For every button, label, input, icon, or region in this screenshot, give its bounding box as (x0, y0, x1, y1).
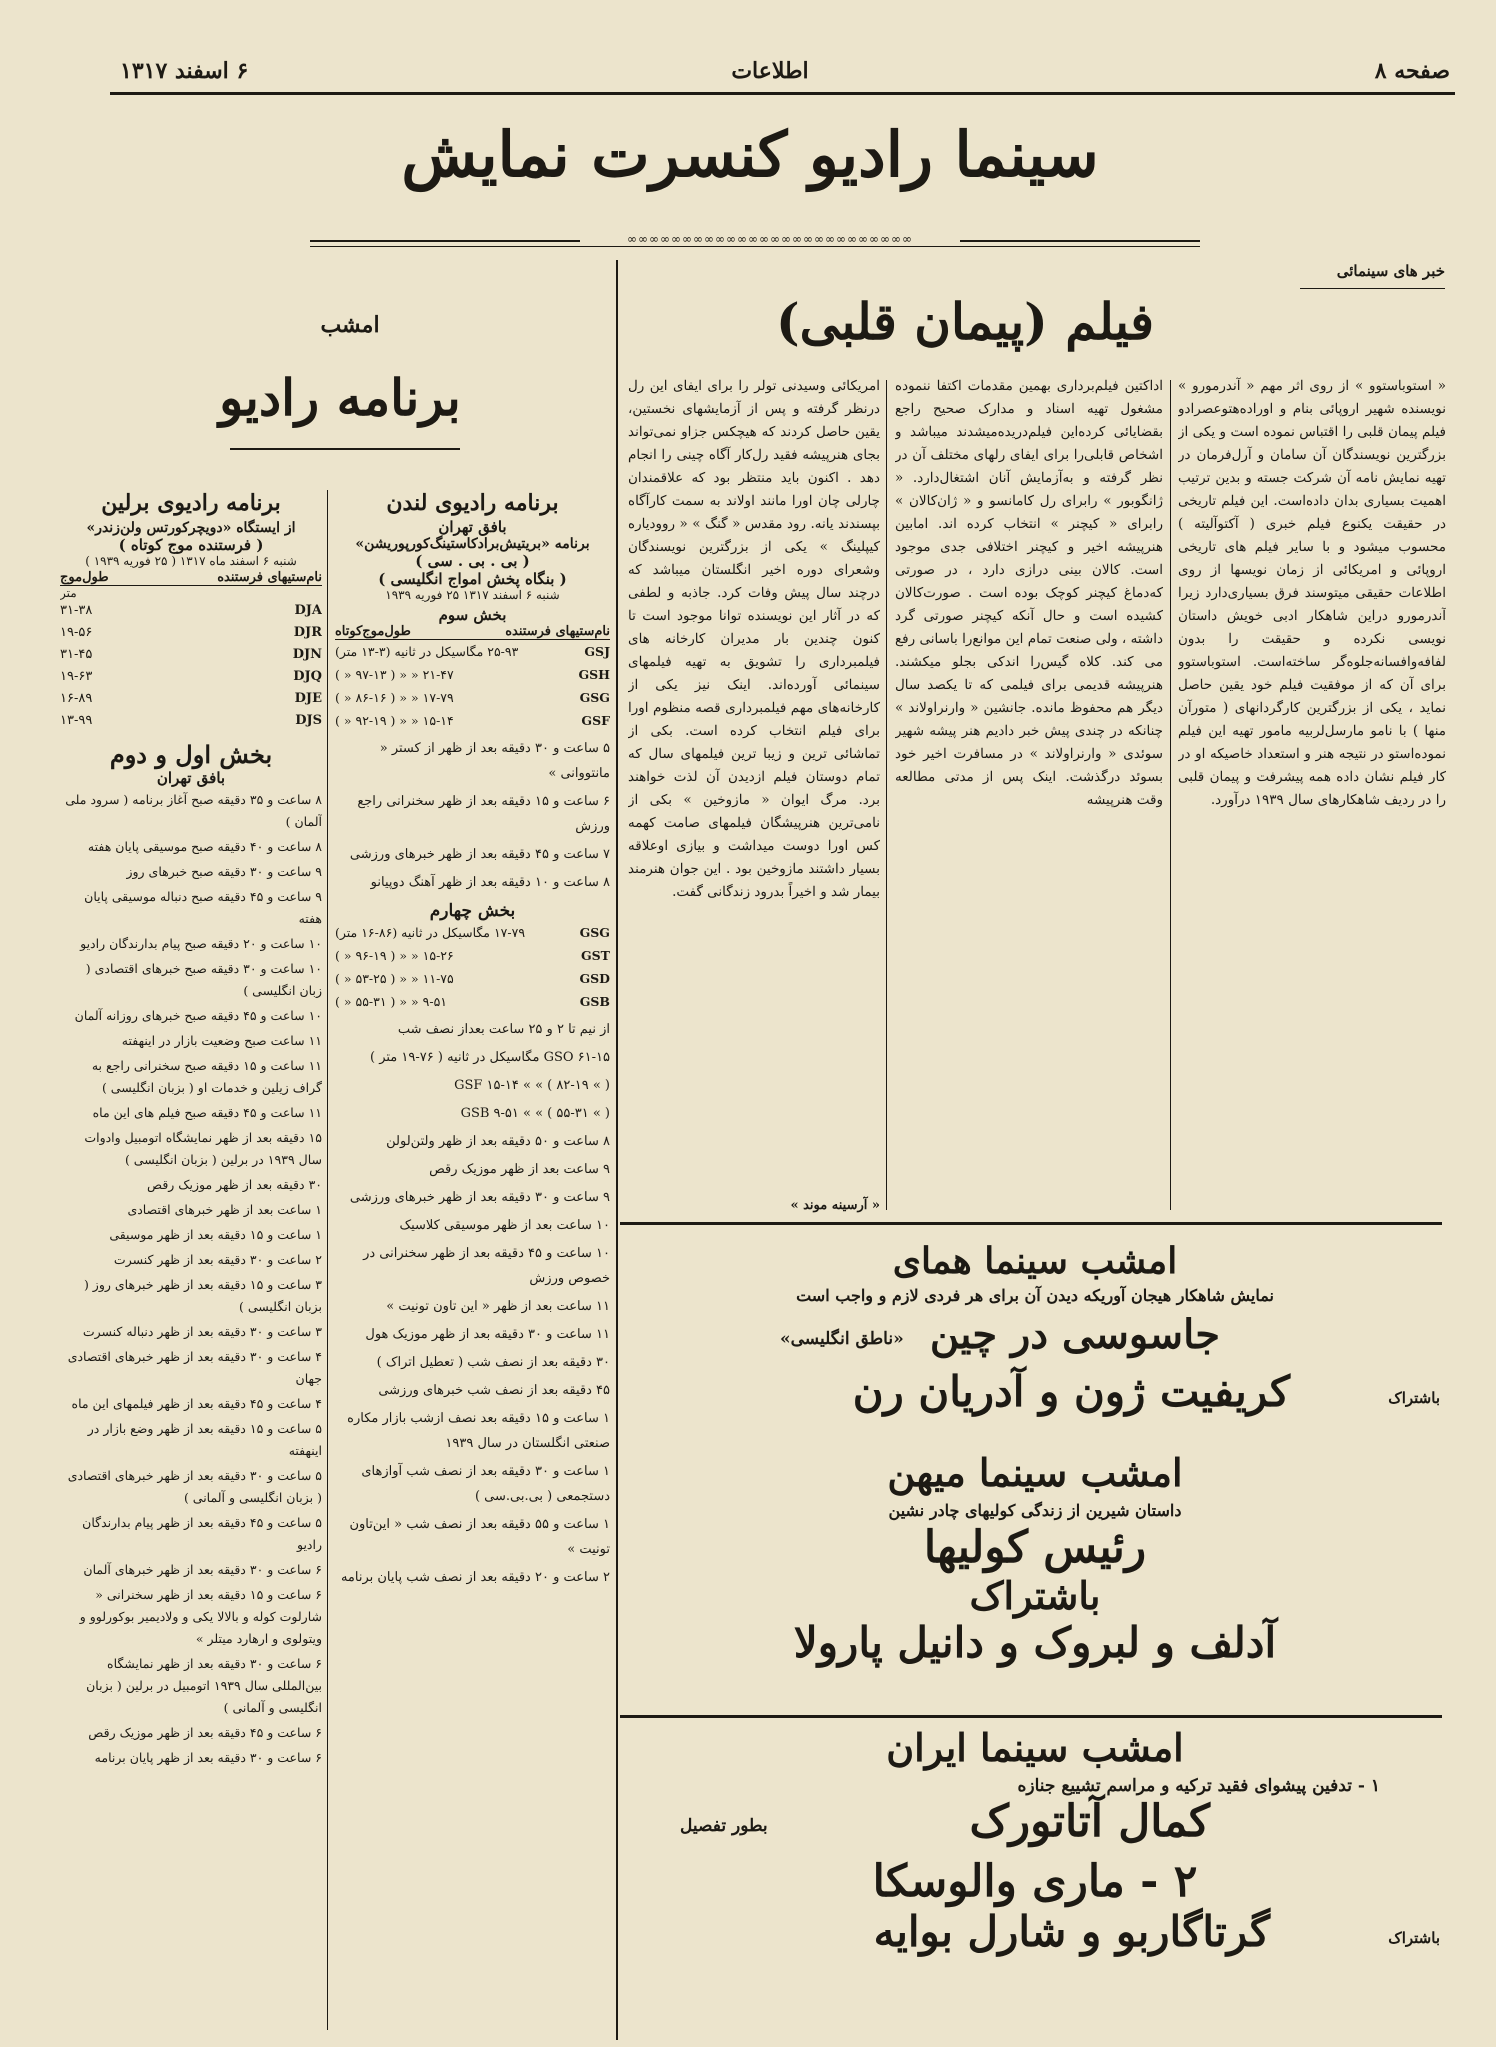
london-station-row (335, 686, 610, 709)
column-divider-main (616, 260, 618, 2040)
berlin-station-row-name: DJS (295, 713, 322, 728)
berlin-schedule-item: ۳۰ دقیقه بعد از ظهر موزیک رقص (147, 1177, 322, 1192)
london-time-zone: بافق تهران (438, 518, 507, 536)
film-news-column-3: امریکائی وسیدنی تولر را برای ایفای این رل درنظر گرفته و پس از آزمایشهای نخستین، یقین حاصل کردند که هیچکس جزاو نمی‌تواند بجای هنرپیشه فقید رل‌کار آگاه چینی را انجام دهد . اکنون باید منتظر بود که علاقمندان چارلی چان اورا مانند اولاند به سمت کارآگاه بپسندند یانه. رود مقدس « گنگ » « روودیاره کیپلینگ » یکی از بزرگترین نویسندگان وشعرای دوره اخیر انگلستان میباشد که درچند سال پیش وفات کرد. جاذبه و لطفی که در آثار این نویسنده توانا موجود است تا کنون چندین بار مدیران کارخانه های فیلمبرداری را تشویق به تهیه فیلمهای سینمائی آورده‌اند. اینک نیز یکی از کارخانه‌های مهم فیلمبرداری قصه منظوم اورا برای فیلم انتخاب کرده است. بکی از تماشائی ترین و زیبا ترین فیلمهای سال که تمام دوستان فیلم ازدیدن آن لذت خواهند برد. مرگ ایوان « مازوخین » بکی از نامی‌ترین هنرپیشگان فیلمهای صامت کهمه کس اورا دوست میداشت و بیازی اوعلاقه بسیار داشتند مازوخین بود . این جوان هنرمند بیمار شد و اخیراً بدرود زندگانی گفت. (628, 378, 880, 900)
berlin-schedule-item: ۶ ساعت و ۳۰ دقیقه بعد از ظهر نمایشگاه بین‌المللی سال ۱۹۳۹ اتومبیل در برلین ( بزبان انگلیسی و آلمانی ) (86, 1656, 322, 1715)
london-header-name: نام‌ستیهای فرستنده (505, 624, 610, 639)
berlin-station-row-name: DJE (294, 691, 322, 706)
berlin-unit: متر (60, 586, 77, 600)
berlin-schedule-item: ۶ ساعت و ۳۰ دقیقه بعد از ظهر خبرهای آلمان (83, 1562, 322, 1577)
radio-tonight: امشب (320, 312, 380, 338)
berlin-station-row (60, 710, 322, 732)
berlin-station-line: از ایستگاه «دویچرکورتس ولن‌زندر» (86, 520, 296, 536)
film-news-column-1: « استوباستوو » از روی اثر مهم « آندرمورو » نویسنده شهیر اروپائی بنام و اوراده‌هتو‌عصرادو فیلم پیمان قلبی را اقتباس نموده است و یکی از بزرگترین نویسندگان آن سامان و آرل‌فرمان در تهیه نمایش نامه آن شرکت جسته و بدین ترتیب اهمیت بسیاری بدان داده‌است. این فیلم تاریخی در حقیقت یکنوع فیلم خبری ( آکتوآلیته ) محسوب میشود و با سایر فیلم های تاریخی اروپائی و امریکائی از زمان نویسها از روی اطلاعات حقیقی میتوسند فرق بسیاری‌دارد زیرا آندرمورو دراین شاهکار ادبی خویش داستان نویسی نکرده و حقیقت را بدون لفافه‌وافسانه‌جلوه‌گر ساخته‌است. استوباستوو برای آن که از موفقیت فیلم خود یقین حاصل نماید ، یکی از بزرگترین کارگردانهای ( متورآن منها ) با نامو مارسل‌لربیه مامور تهیه این فیلم نموده‌استو در نتیجه هنر و استعداد خاصیکه او در کار فیلم نشان داده همه پیشرفت و پیمان قلبی را در ردیف شاهکارهای سال ۱۹۳۹ درآورد. (1178, 378, 1446, 808)
london-station-row-freq: ۱۷-۷۹ مگاسیکل در ثانیه (۸۶-۱۶ متر) (335, 925, 526, 940)
berlin-date: شنبه ۶ اسفند ماه ۱۳۱۷ ( ۲۵ فوریه ۱۹۳۹ ) (85, 554, 297, 568)
london-schedule-item: ۱۰ ساعت بعد از ظهر موسیقی کلاسیک (399, 1218, 610, 1233)
cinema-humay-lang: «ناطق انگلیسی» (780, 1329, 904, 1349)
radio-title-rule (230, 448, 460, 450)
berlin-schedule-item: ۸ ساعت و ۳۵ دقیقه صبح آغاز برنامه ( سرود ملی آلمان ) (65, 792, 322, 829)
cinema-iran-heading: امشب سینما ایران (886, 1725, 1184, 1770)
london-station-row-name: GSH (578, 667, 610, 682)
berlin-station-row (60, 622, 322, 644)
berlin-time-zone: بافق تهران (156, 769, 226, 787)
berlin-schedule-item: ۸ ساعت و ۴۰ دقیقه صبح موسیقی پایان هفته (87, 839, 322, 854)
berlin-header-len: طول‌موج (60, 570, 109, 585)
berlin-schedule-item: ۵ ساعت و ۱۵ دقیقه بعد از ظهر وضع بازار در اینهفته (87, 1421, 322, 1458)
london-column (335, 490, 610, 2035)
berlin-title: برنامه رادیوی برلین (101, 490, 281, 516)
cinema-humay-heading: امشب سینما همای (892, 1240, 1178, 1282)
london-bbc: ( بی . بی . سی ) (415, 552, 530, 570)
berlin-schedule-item: ۱۱ ساعت صبح وضعیت بازار در اینهفته (121, 1033, 322, 1048)
berlin-station-row (60, 688, 322, 710)
london-station-row-freq: ۲۱-۴۷ « « ( ۹۷-۱۳ « ) (335, 667, 454, 682)
london-station-row-freq: ۹-۵۱ « « ( ۵۵-۳۱ « ) (335, 994, 448, 1009)
cinema-iran-ad (630, 1725, 1440, 2025)
london-station-row-name: GSG (579, 690, 610, 705)
cinema-humay-ad (630, 1240, 1440, 1450)
cinema-mihan-tagline: داستان شیرین از زندگی کولیهای چادر نشین (888, 1501, 1182, 1520)
cinema-mihan-ad (630, 1450, 1440, 1710)
london-station-row-name: GSD (579, 971, 610, 986)
london-schedule-item: از نیم تا ۲ و ۲۵ ساعت بعداز نصف شب (397, 1022, 610, 1037)
london-part3-title: بخش سوم (438, 606, 507, 624)
berlin-schedule-item: ۱۱ ساعت و ۱۵ دقیقه صبح سخنرانی راجع به گراف زیلین و خدمات او ( بزبان انگلیسی ) (91, 1058, 322, 1095)
title-ornament: ∞∞∞∞∞∞∞∞∞∞∞∞∞∞∞∞∞∞∞∞∞∞∞∞∞∞ (580, 232, 960, 246)
berlin-station-row-name: DJN (292, 647, 322, 662)
cinema-iran-item2: ۲ - ماری والوسکا (872, 1856, 1198, 1907)
london-program: برنامه «بریتیش‌برادکاستینگ‌کورپوریشن» (355, 536, 590, 552)
london-schedule-part3 (335, 736, 610, 895)
berlin-schedule-item: ۱۰ ساعت و ۲۰ دقیقه صبح پیام بدارندگان رادیو (80, 936, 322, 951)
berlin-schedule-item: ۵ ساعت و ۴۵ دقیقه بعد از ظهر پیام بدارندگان رادیو (82, 1515, 322, 1552)
london-schedule-item: ۸ ساعت و ۵۰ دقیقه بعد از ظهر ولتن‌لولن (386, 1134, 610, 1149)
london-station-row-freq: ۱۵-۱۴ « « ( ۹۲-۱۹ « ) (335, 713, 454, 728)
berlin-station-row (60, 666, 322, 688)
berlin-station-row (60, 600, 322, 622)
london-station-row (335, 967, 610, 990)
berlin-station-row-len: ۱۳-۹۹ (60, 713, 93, 728)
london-station-row (335, 990, 610, 1013)
london-schedule-item: ۱ ساعت و ۵۵ دقیقه بعد از نصف شب « این‌تاون تونیت » (349, 1517, 610, 1557)
london-header-wave: طول‌موج‌کوتاه (335, 624, 411, 639)
berlin-station-row-name: DJA (294, 603, 322, 618)
cinema-mihan-stars: آدلف و لبروک و دانیل پارولا (793, 1618, 1277, 1667)
berlin-schedule-item: ۹ ساعت و ۴۵ دقیقه صبح دنباله موسیقی پایان هفته (84, 889, 322, 926)
film-label-rule (1300, 288, 1445, 289)
london-station-row-freq: ۱۵-۲۶ « « ( ۹۶-۱۹ « ) (335, 948, 454, 963)
berlin-schedule-item: ۱۵ دقیقه بعد از ظهر نمایشگاه اتومبیل وادوات سال ۱۹۳۹ در برلین ( بزبان انگلیسی ) (84, 1130, 322, 1167)
cinema-iran-item1-name: کمال آتاتورک (969, 1796, 1210, 1847)
radio-divider (327, 490, 328, 2030)
london-station: ( بنگاه پخش امواج انگلیسی ) (378, 570, 567, 588)
radio-section-title: برنامه رادیو (219, 368, 461, 427)
cinema-humay-stars: کریفیت ژون و آدریان رن (852, 1367, 1290, 1416)
berlin-schedule-item: ۳ ساعت و ۳۰ دقیقه بعد از ظهر دنباله کنسرت (82, 1324, 322, 1339)
berlin-header-name: نام‌ستیهای فرستنده (217, 570, 322, 585)
cinema-humay-film: جاسوسی در چین (929, 1311, 1220, 1358)
berlin-schedule-item: ۱ ساعت و ۱۵ دقیقه بعد از ظهر موسیقی (109, 1227, 322, 1242)
berlin-schedule-item: ۹ ساعت و ۳۰ دقیقه صبح خبرهای روز (126, 864, 322, 879)
cinema-mihan-heading: امشب سینما میهن (887, 1450, 1183, 1495)
berlin-schedule-item: ۴ ساعت و ۳۰ دقیقه بعد از ظهر خبرهای اقتصادی جهان (67, 1349, 322, 1386)
london-station-row-freq: ۲۵-۹۳ مگاسیکل در ثانیه (۳-۱۳ متر) (335, 644, 519, 659)
london-station-row-freq: ۱۷-۷۹ « « ( ۸۶-۱۶ « ) (335, 690, 454, 705)
berlin-schedule-item: ۱۰ ساعت و ۴۵ دقیقه صبح خبرهای روزانه آلمان (74, 1008, 322, 1023)
berlin-schedule-item: ۶ ساعت و ۳۰ دقیقه بعد از ظهر پایان برنامه (94, 1750, 322, 1765)
berlin-schedule-item: ۶ ساعت و ۴۵ دقیقه بعد از ظهر موزیک رقص (88, 1725, 322, 1740)
berlin-schedule-item: ۴ ساعت و ۴۵ دقیقه بعد از ظهر فیلمهای این ماه (71, 1396, 322, 1411)
berlin-station-row-len: ۳۱-۴۵ (60, 647, 93, 662)
london-schedule-item: ۲ ساعت و ۲۰ دقیقه بعد از نصف شب پایان برنامه (340, 1570, 610, 1585)
film-news-bottom-rule (620, 1222, 1442, 1225)
film-news-column-2: اداکتین فیلم‌برداری بهمین مقدمات اکتفا ننموده مشغول تهیه اسناد و مدارک صحیح راجع بقضایائی کرده‌این فیلم‌دریده‌میشدند میباشد و اشخاص قابلی‌را برای ایفای رلهای مختلف آن در نظر گرفته و به‌آزمایش آنان اشتغال‌دارد. « ژانگوبور » رابرای رل کامانسو و « ژان‌کالان » رابرای « کیچنر » انتخاب کرده اند. امابین هنرپیشه اخیر و کیچنر اختلافی جدی موجود است. کالان بینی درازی دارد ، در صورتی که‌دماغ کیچنر کوچک بوده است . صورت‌کالان کشیده است و حال آنکه کیچنر صورتی گرد داشته ، ولی صنعت تمام این موانع‌را باسانی رفع می کند. کلاه گیس‌را اندکی بجلو میکشند. هنرپیشه قدیمی برای فیلمی که تا یکصد سال دیگر هم محفوظ مانده. جانشین « وارنراولاند » چنانکه در چندی پیش خبر دادیم هنر پیشه شهیر سوئدی « وارنراولاند » در مسافرت اخیر خود بسوئد درگذشت. اینک پس از مدتی مطالعه وقت هنرپیشه (895, 378, 1163, 808)
london-station-row (335, 663, 610, 686)
cinema-iran-item1: ۱ - تدفین پیشوای فقید ترکیه و مراسم تشییع جنازه (1017, 1776, 1380, 1796)
berlin-station-row (60, 644, 322, 666)
film-title: فیلم (پیمان قلبی) (775, 292, 1155, 351)
london-stations-part4 (335, 921, 610, 1013)
london-title: برنامه رادیوی لندن (386, 490, 559, 516)
film-divider-2 (886, 380, 887, 1210)
london-station-row-name: GSF (581, 713, 610, 728)
london-station-row-name: GST (580, 948, 610, 963)
title-rule-bottom (310, 246, 1200, 247)
issue-date: ۶ اسفند ۱۳۱۷ (120, 58, 249, 84)
cinema-iran-item1-note: بطور تفصیل (680, 1816, 768, 1836)
london-schedule-item: ۹ ساعت بعد از ظهر موزیک رقص (429, 1162, 610, 1177)
london-schedule-item: ۱۱ ساعت و ۳۰ دقیقه بعد از ظهر موزیک هول (365, 1327, 610, 1342)
london-station-row (335, 640, 610, 663)
london-schedule-item: ۷ ساعت و ۴۵ دقیقه بعد از ظهر خبرهای ورزشی (349, 847, 610, 862)
london-schedule-item: ۱۱ ساعت بعد از ظهر « این تاون تونیت » (386, 1299, 610, 1314)
london-schedule-item: ۱۰ ساعت و ۴۵ دقیقه بعد از ظهر سخنرانی در خصوص ورزش (363, 1246, 610, 1286)
london-schedule-part4 (335, 1017, 610, 1590)
berlin-station-row-len: ۱۹-۶۳ (60, 669, 93, 684)
london-schedule-item: ۴۵ دقیقه بعد از نصف شب خبرهای ورزشی (378, 1383, 610, 1398)
berlin-schedule-item: ۱۰ ساعت و ۳۰ دقیقه صبح خبرهای اقتصادی ( زبان انگلیسی ) (85, 961, 322, 998)
cinema-humay-tagline: نمایش شاهکار هیجان آوریکه دیدن آن برای هر فردی لازم و واجب است (796, 1286, 1274, 1305)
page-number: صفحه ۸ (1374, 58, 1450, 84)
berlin-schedule-item: ۱۱ ساعت و ۴۵ دقیقه صبح فیلم های این ماه (92, 1105, 322, 1120)
cinema-rule (620, 1715, 1442, 1718)
london-station-row-freq: ۱۱-۷۵ « « ( ۵۳-۲۵ « ) (335, 971, 454, 986)
berlin-station-row-name: DJQ (293, 669, 322, 684)
page-title: سینما رادیو کنسرت نمایش (401, 118, 1099, 191)
film-news-footer: « آرسینه موند » (790, 1198, 880, 1213)
newspaper-name: اطلاعات (731, 58, 809, 84)
london-schedule-item: ۳۰ دقیقه بعد از نصف شب ( تعطیل اتراک ) (376, 1355, 610, 1370)
cinema-mihan-with: باشتراک (969, 1573, 1101, 1618)
header-rule (110, 92, 1455, 95)
london-station-row-name: GSJ (584, 644, 610, 659)
berlin-schedule-item: ۵ ساعت و ۳۰ دقیقه بعد از ظهر خبرهای اقتصادی ( بزبان انگلیسی و آلمانی ) (67, 1468, 322, 1505)
london-schedule-item: ۶ ساعت و ۱۵ دقیقه بعد از ظهر سخنرانی راجع ورزش (357, 794, 610, 834)
london-schedule-item: ۵ ساعت و ۳۰ دقیقه بعد از ظهر از کستر « مانتووانی » (379, 741, 610, 781)
berlin-schedule-item: ۱ ساعت بعد از ظهر خبرهای اقتصادی (127, 1202, 322, 1217)
london-part4-title: بخش چهارم (429, 901, 516, 921)
london-station-row (335, 709, 610, 732)
berlin-station-row-len: ۱۶-۸۹ (60, 691, 93, 706)
cinema-humay-with: باشتراک (1388, 1389, 1440, 1407)
cinema-iran-with: باشتراک (1388, 1929, 1440, 1947)
berlin-schedule-item: ۳ ساعت و ۱۵ دقیقه بعد از ظهر خبرهای روز ( بزبان انگلیسی ) (83, 1277, 322, 1314)
berlin-station-sub: ( فرستنده موج کوتاه ) (118, 536, 264, 554)
london-schedule-item: ۱ ساعت و ۱۵ دقیقه بعد نصف ازشب بازار مکاره صنعتی انگلستان در سال ۱۹۳۹ (347, 1411, 610, 1451)
film-news-section-label: خبر های سینمائی (1336, 262, 1445, 280)
berlin-part-title: بخش اول و دوم (109, 740, 273, 769)
film-divider-1 (1170, 380, 1171, 1210)
london-date: شنبه ۶ اسفند ۱۳۱۷ ۲۵ فوریه ۱۹۳۹ (385, 588, 560, 602)
london-station-row (335, 944, 610, 967)
london-station-row-name: GSG (579, 925, 610, 940)
berlin-schedule (60, 789, 322, 1769)
london-stations-part3 (335, 640, 610, 732)
london-schedule-item: ۱ ساعت و ۳۰ دقیقه بعد از نصف شب آوازهای دستجمعی ( بی.بی.سی ) (361, 1464, 610, 1504)
berlin-station-row-name: DJR (293, 625, 322, 640)
london-station-row (335, 921, 610, 944)
london-station-row-name: GSB (579, 994, 610, 1009)
berlin-station-row-len: ۳۱-۳۸ (60, 603, 93, 618)
berlin-schedule-item: ۶ ساعت و ۱۵ دقیقه بعد از ظهر سخنرانی « شارلوت کوله و بالالا یکی و ولادیمیر بوکورلوو و ویتولوی و ارهارد میتلر » (79, 1587, 322, 1646)
london-schedule-item: GSB ۹-۵۱ « « ( ۵۵-۳۱ « ) (460, 1106, 610, 1121)
london-schedule-item: ۹ ساعت و ۳۰ دقیقه بعد از ظهر خبرهای ورزشی (349, 1190, 610, 1205)
cinema-iran-stars: گرتاگاربو و شارل بوایه (873, 1907, 1270, 1956)
berlin-station-row-len: ۱۹-۵۶ (60, 625, 93, 640)
london-schedule-item: ۸ ساعت و ۱۰ دقیقه بعد از ظهر آهنگ دوپیانو (370, 875, 610, 890)
london-schedule-item: GSF ۱۵-۱۴ « « ( ۸۲-۱۹ « ) (454, 1078, 610, 1093)
cinema-mihan-film: رئیس کولیها (923, 1522, 1147, 1573)
berlin-stations (60, 600, 322, 732)
london-schedule-item: GSO ۶۱-۱۵ مگاسیکل در ثانیه ( ۷۶-۱۹ متر ) (370, 1050, 610, 1065)
berlin-schedule-item: ۲ ساعت و ۳۰ دقیقه بعد از ظهر کنسرت (113, 1252, 322, 1267)
berlin-column (60, 490, 322, 2035)
